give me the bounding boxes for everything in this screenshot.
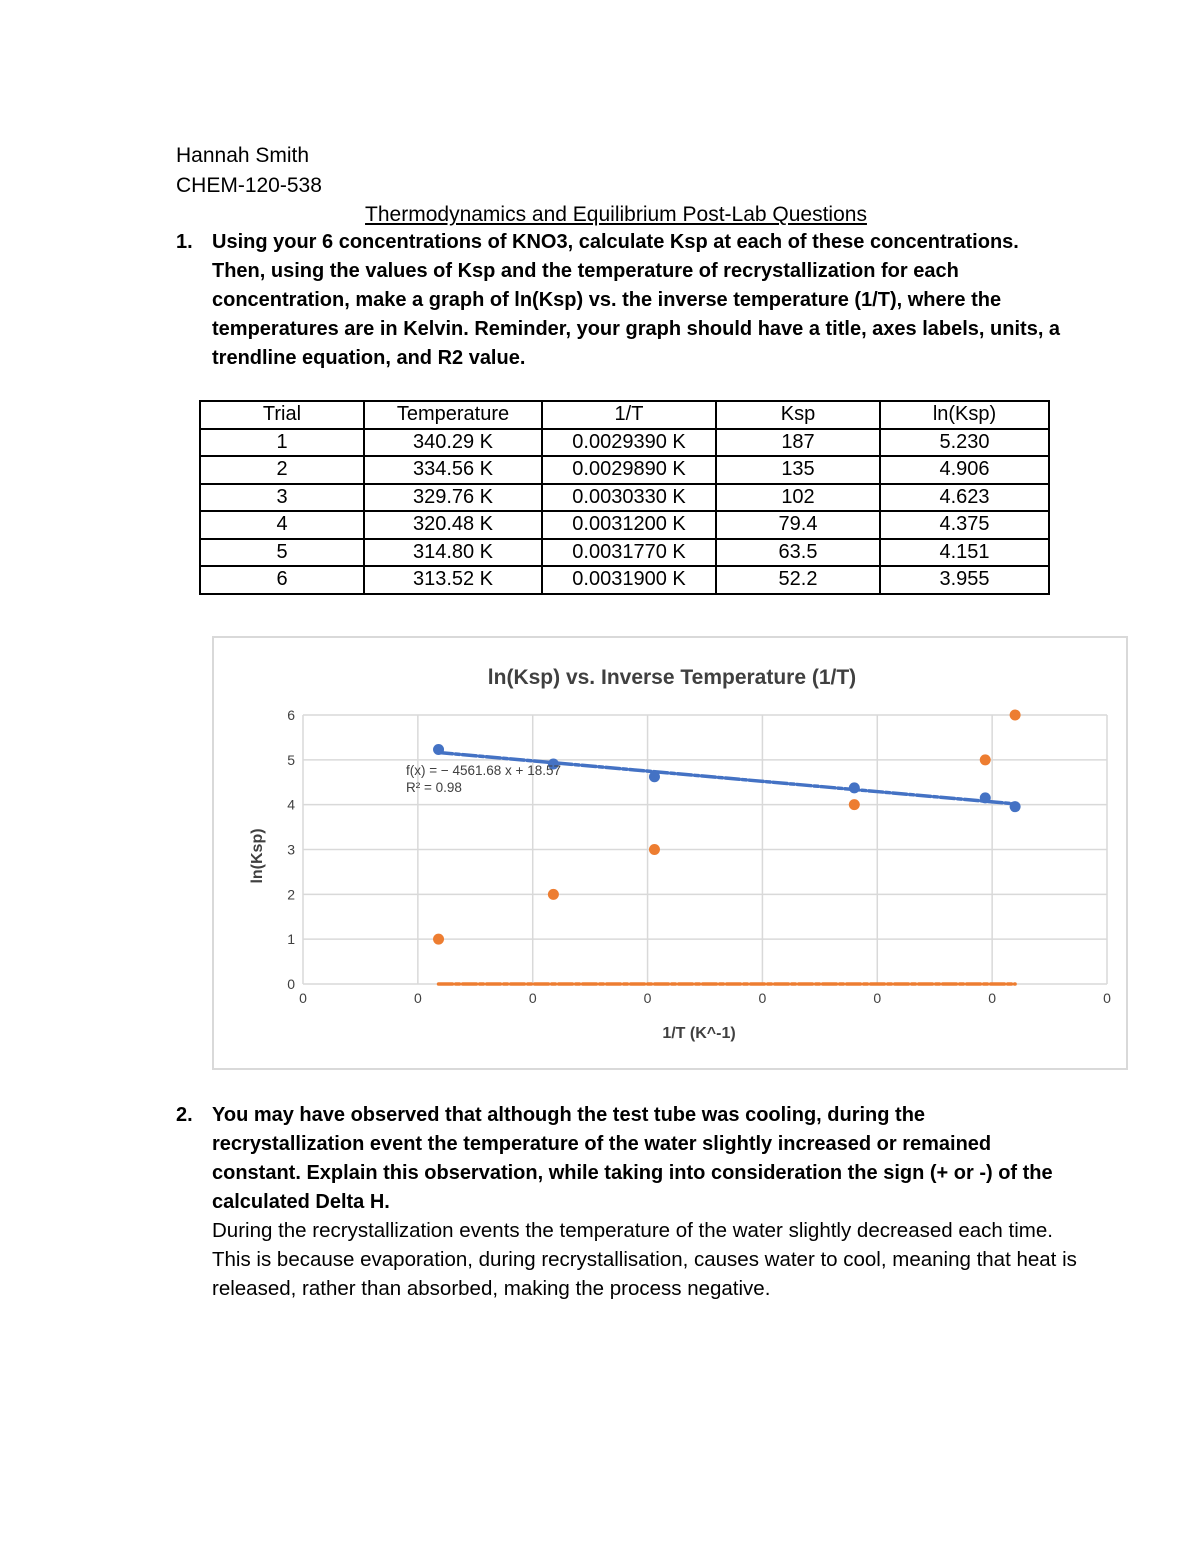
y-axis-label: ln(Ksp) [249, 828, 266, 884]
document-title: Thermodynamics and Equilibrium Post-Lab Questions [365, 203, 867, 226]
table-cell: 4.623 [880, 484, 1049, 512]
table-row [200, 456, 1049, 484]
table-cell: 1 [200, 429, 364, 457]
y-tick-label: 5 [287, 751, 295, 768]
table-row [200, 511, 1049, 539]
trendline-equation: f(x) = − 4561.68 x + 18.57 [406, 763, 561, 778]
table-header-cell: Ksp [716, 401, 880, 429]
x-tick-label: 0 [873, 990, 882, 1006]
table-cell: 313.52 K [364, 566, 542, 594]
author-name: Hannah Smith [176, 144, 310, 167]
table-cell: 0.0029390 K [542, 429, 716, 457]
table-cell: 4.906 [880, 456, 1049, 484]
data-table [199, 400, 1050, 595]
table-cell: 102 [716, 484, 880, 512]
table-cell: 320.48 K [364, 511, 542, 539]
y-tick-label: 0 [287, 976, 295, 992]
data-point [433, 934, 444, 945]
data-point [1010, 801, 1021, 812]
table-row [200, 539, 1049, 567]
table-cell: 2 [200, 456, 364, 484]
table-cell: 4 [200, 511, 364, 539]
y-tick-label: 3 [287, 841, 295, 858]
table-header-cell: Trial [200, 401, 364, 429]
table-header-cell: 1/T [542, 401, 716, 429]
table-cell: 0.0029890 K [542, 456, 716, 484]
table-cell: 3 [200, 484, 364, 512]
table-cell: 334.56 K [364, 456, 542, 484]
data-point [548, 889, 559, 900]
question-2 [176, 1101, 1066, 1217]
table-row [200, 429, 1049, 457]
table-cell: 6 [200, 566, 364, 594]
data-point [980, 792, 991, 803]
table-cell: 63.5 [716, 539, 880, 567]
table-cell: 187 [716, 429, 880, 457]
x-tick-label: 0 [528, 990, 537, 1006]
r-squared-label: R² = 0.98 [406, 780, 462, 795]
data-point [849, 782, 860, 793]
answer-2-text: During the recrystallization events the temperature of the water slightly decreased each time. This is because evaporation, during recrystallisation, causes water to cool, meaning that heat is released, rather than absorbed, making the process negative. [212, 1219, 1077, 1300]
table-cell: 0.0030330 K [542, 484, 716, 512]
data-point [1010, 710, 1021, 721]
question-1 [176, 228, 1066, 373]
data-point [649, 771, 660, 782]
table-cell: 0.0031900 K [542, 566, 716, 594]
x-tick-label: 0 [1103, 990, 1111, 1006]
table-cell: 5 [200, 539, 364, 567]
table-cell: 135 [716, 456, 880, 484]
chart-title: ln(Ksp) vs. Inverse Temperature (1/T) [487, 666, 857, 689]
y-tick-label: 2 [287, 886, 295, 903]
table-cell: 0.0031200 K [542, 511, 716, 539]
question-2-text: You may have observed that although the test tube was cooling, during the recrystallization event the temperature of the water slightly increased or remained constant. Explain this observation, while taking into consideration the sign (+ or -) of the calculated Delta H. [212, 1104, 1053, 1213]
y-tick-label: 4 [287, 796, 295, 813]
question-1-text: Using your 6 concentrations of KNO3, calculate Ksp at each of these concentrations. Then, using the values of Ksp and the temperature of recrystallization for each concentration, make a graph of ln(Ksp) vs. the inverse temperature (1/T), where the temperatures are in Kelvin. Reminder, your graph should have a title, axes labels, units, a trendline equation, and R2 value. [212, 231, 1061, 369]
table-cell: 329.76 K [364, 484, 542, 512]
data-point [433, 744, 444, 755]
table-cell: 4.151 [880, 539, 1049, 567]
data-point [649, 844, 660, 855]
y-tick-label: 6 [287, 707, 295, 723]
x-tick-label: 0 [299, 990, 307, 1006]
table-row [200, 566, 1049, 594]
x-tick-label: 0 [988, 990, 997, 1006]
x-tick-label: 0 [758, 990, 767, 1006]
x-tick-label: 0 [643, 990, 652, 1006]
data-point [849, 799, 860, 810]
table-row [200, 484, 1049, 512]
scatter-chart [214, 638, 1126, 1068]
plot-area [287, 707, 1111, 1006]
question-2-number: 2. [176, 1104, 193, 1126]
table-header-row [200, 401, 1049, 429]
table-cell: 4.375 [880, 511, 1049, 539]
table-cell: 0.0031770 K [542, 539, 716, 567]
x-axis-label: 1/T (K^-1) [662, 1025, 736, 1042]
question-1-number: 1. [176, 231, 193, 253]
chart-container [212, 636, 1128, 1070]
table-cell: 5.230 [880, 429, 1049, 457]
y-tick-label: 1 [287, 931, 295, 948]
table-cell: 3.955 [880, 566, 1049, 594]
table-header-cell: ln(Ksp) [880, 401, 1049, 429]
table-cell: 340.29 K [364, 429, 542, 457]
data-point [980, 754, 991, 765]
table-cell: 314.80 K [364, 539, 542, 567]
table-cell: 79.4 [716, 511, 880, 539]
table-header-cell: Temperature [364, 401, 542, 429]
table-cell: 52.2 [716, 566, 880, 594]
x-tick-label: 0 [413, 990, 422, 1006]
course-code: CHEM-120-538 [176, 174, 322, 197]
